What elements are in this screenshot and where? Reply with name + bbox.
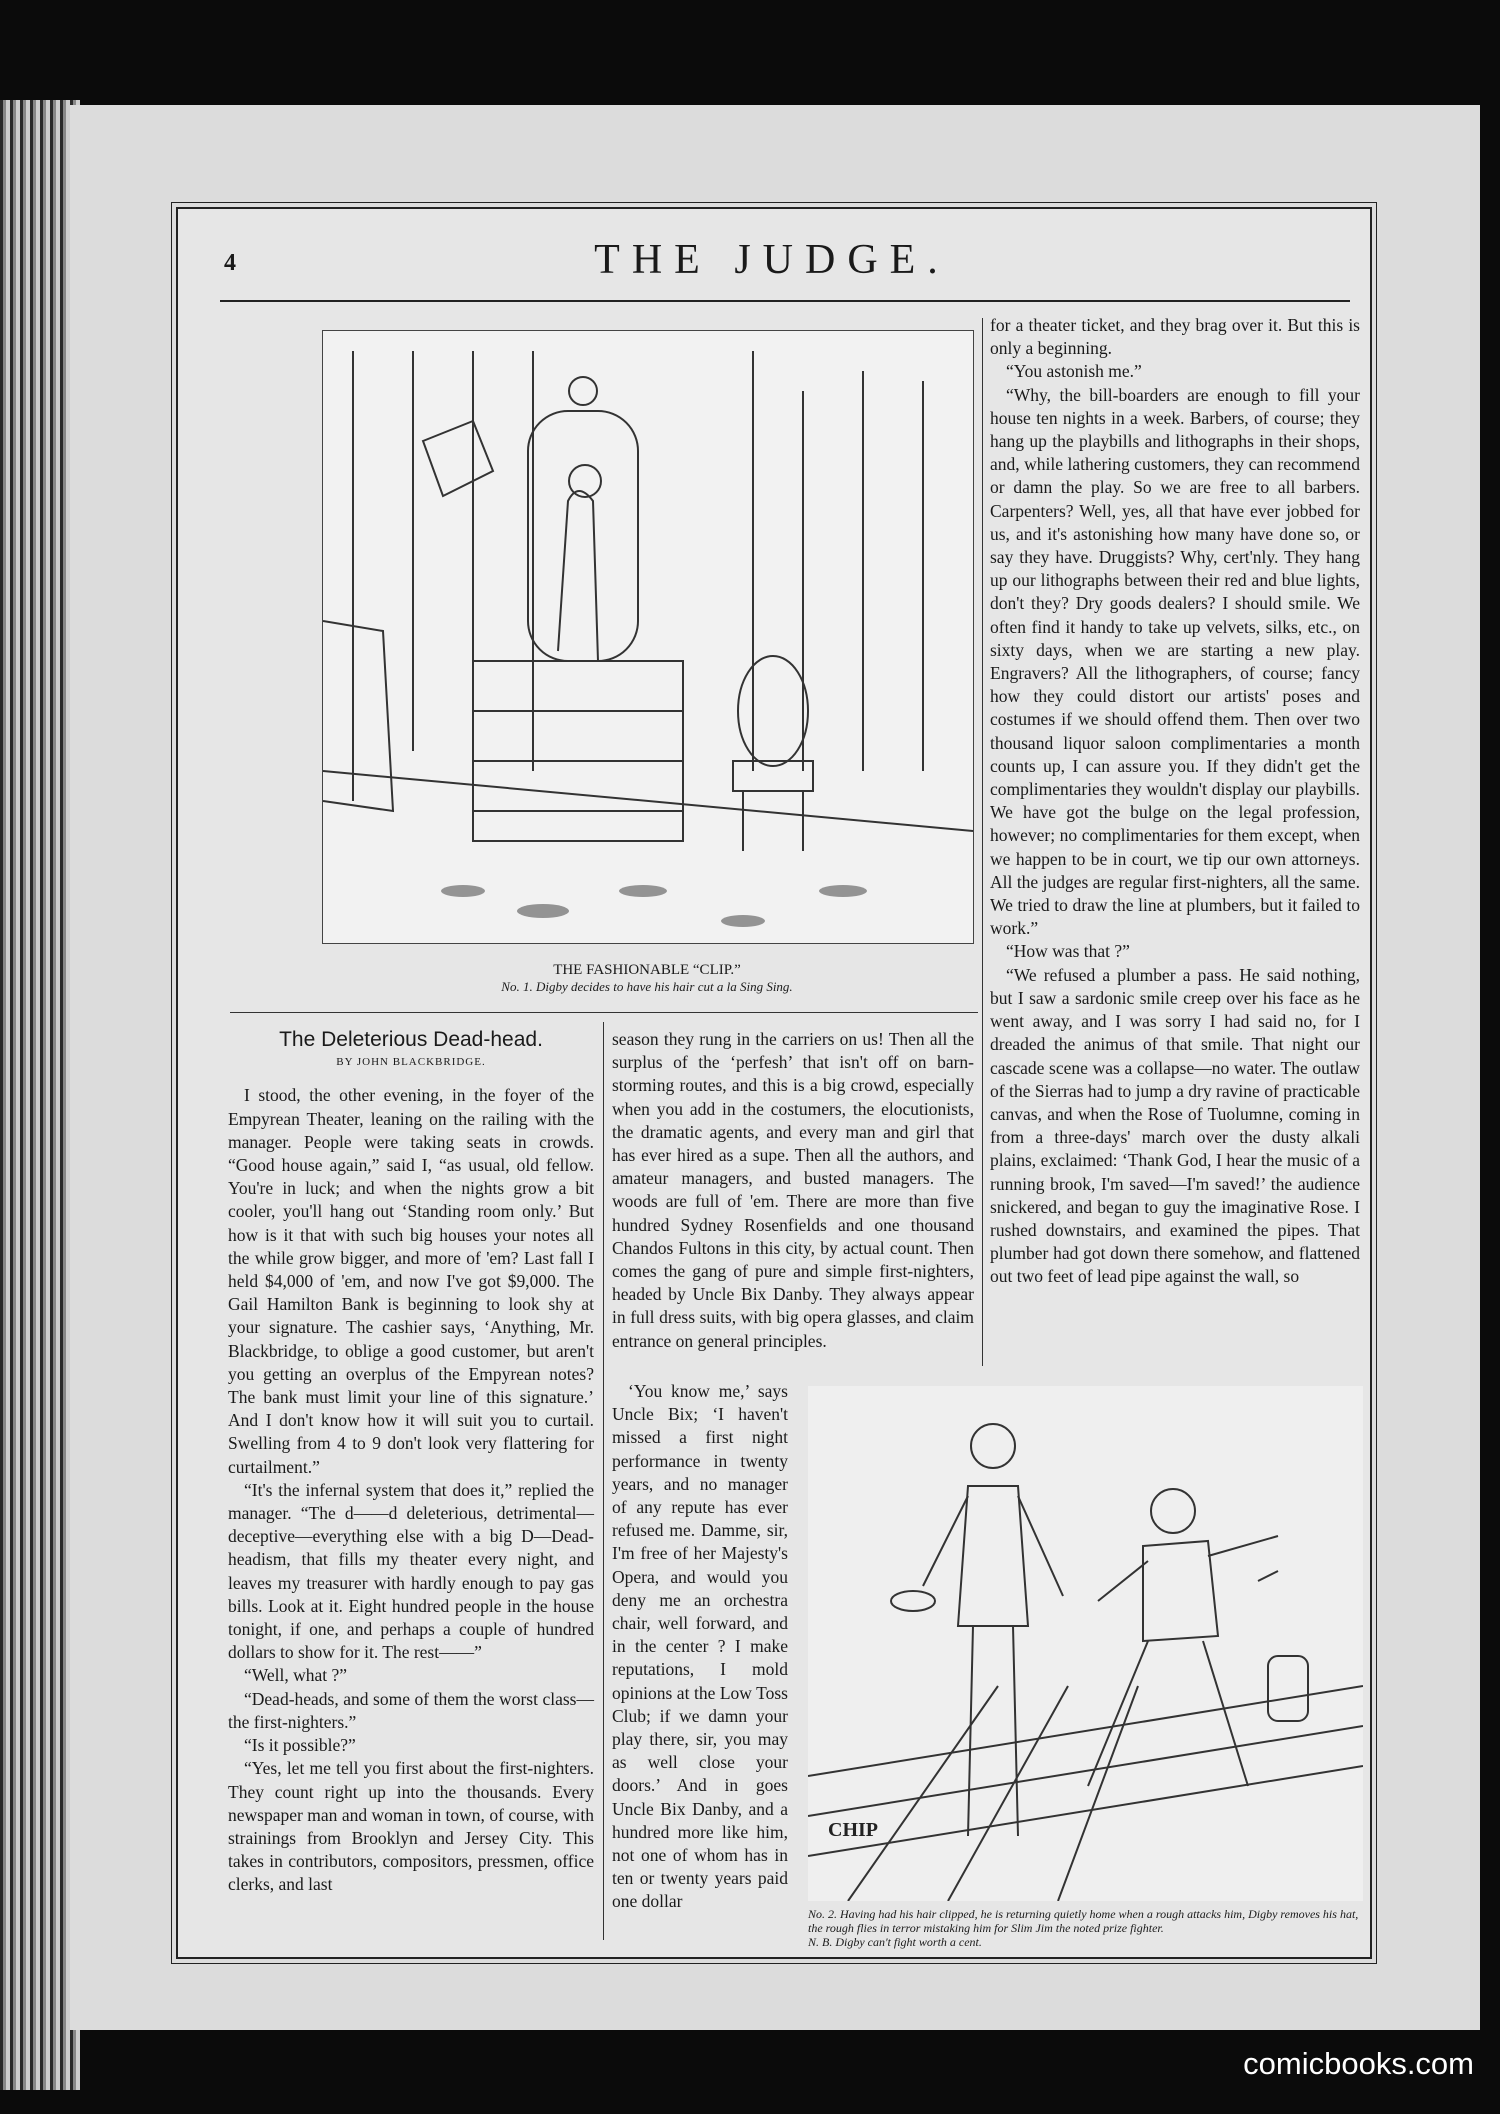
article-column-2: [612, 1028, 974, 1353]
article-paragraph: “Yes, let me tell you first about the first-nighters. They count right up into the thousands. Every newspaper man and woman in town, of course, with strainings from Brooklyn and Jersey City. This takes in contributors, compositors, pressmen, office clerks, and last: [228, 1758, 594, 1895]
article-paragraph: “It's the infernal system that does it,” replied the manager. “The d——d deleterious, detrimental—deceptive—everything else with a big D—Dead-headism, that fills my theater every night, and leaves my treasurer with hardly enough to pay gas bills. Look at it. Eight hundred people in the house tonight, if one, and perhaps a couple of hundred dollars to show for it. The rest——”: [228, 1479, 594, 1663]
article-paragraph: ‘You know me,’ says Uncle Bix; ‘I haven't missed a first night performance in twenty years, and no manager of any repute has ever refused me. Damme, sir, I'm free of her Majesty's Opera, and would you deny me an orchestra chair, well forward, and in the center ? I make reputations, I mold opinions at the Low Toss Club; if we damn your play there, sir, you may as well close your doors.’ And in goes Uncle Bix Danby, and a hundred more like him, not one of whom has in ten or twenty years paid one dollar: [612, 1381, 788, 1912]
illustration-barber-mirror: [322, 330, 974, 944]
illustration-street-scene: [808, 1386, 1363, 1901]
illustration-1-caption-sub: No. 1. Digby decides to have his hair cut a la Sing Sing.: [501, 979, 793, 994]
column-rule-2: [982, 318, 983, 1366]
illustration-2-caption-line1: No. 2. Having had his hair clipped, he is returning quietly home when a rough attacks him, Digby removes his hat, the rough flies in terror mistaking him for Slim Jim the noted prize fighter.: [808, 1907, 1359, 1935]
article-paragraph: “We refused a plumber a pass. He said nothing, but I saw a sardonic smile creep over his face as he went away, and I was sorry I had said no, for I dreaded the animus of that smile. That night our cascade scene was a collapse—no water. The outlaw of the Sierras had to jump a dry ravine of practicable canvas, and when the Rose of Tuolumne, coming in from a three-days' march over the dusty alkali plains, exclaimed: ‘Thank God, I hear the music of a running brook, I'm saved—I'm saved!’ the audience snickered, and began to guy the imaginative Rose. I rushed downstairs, and examined the pipes. That plumber had got down there somehow, and flattened out two feet of lead pipe against the wall, so: [990, 964, 1360, 1287]
article-title: The Deleterious Dead-head.: [279, 1028, 543, 1051]
article-paragraph: “Is it possible?”: [244, 1735, 356, 1756]
illustration-2-caption-line2: N. B. Digby can't fight worth a cent.: [808, 1935, 982, 1949]
section-rule: [230, 1012, 978, 1013]
article-paragraph: “Why, the bill-boarders are enough to fill your house ten nights in a week. Barbers, of course; they hang up the playbills and lithographs in their shops, and, while lathering customers, they can recommend or damn the play. So we are free to all barbers. Carpenters? Well, yes, all that have ever jobbed for us, and it's astonishing how many have done so, or say they have. Druggists? Why, cert'nly. They hang up our lithographs between their red and blue lights, don't they? Dry goods dealers? I should smile. We often find it handy to take up velvets, silks, etc., on sixty days, when we are starting a new play. Engravers? All the lithographers, of course; fancy how they could distort our artists' poses and costumes if we should offend them. Then over two thousand liquor saloon complimentaries a month counts up, I can assure you. If they didn't get the complimentaries they wouldn't display our playbills. We have got the bulge on the legal profession, however; no complimentaries for them except, when we happen to be in court, we tip our own attorneys. All the judges are regular first-nighters, all the same. We tried to draw the line at plumbers, but it failed to work.”: [990, 384, 1360, 939]
illustration-2-drawing: [808, 1386, 1363, 1901]
article-paragraph: “You astonish me.”: [1006, 361, 1142, 382]
illustration-2-signature: CHIP: [828, 1819, 878, 1841]
illustration-1-caption: [322, 962, 972, 995]
article-paragraph: for a theater ticket, and they brag over it. But this is only a beginning.: [990, 315, 1360, 359]
article-byline: BY JOHN BLACKBRIDGE.: [336, 1056, 486, 1069]
article-paragraph: I stood, the other evening, in the foyer of the Empyrean Theater, leaning on the railing with the manager. People were taking seats in crowds. “Good house again,” said I, “as usual, old fellow. You're in luck; and when the nights grow a bit cooler, you'll hang out ‘Standing room only.’ But how is it that with such big houses your notes all the while grow bigger, and more of 'em? Last fall I held $4,000 of 'em, and now I've got $9,000. The Gail Hamilton Bank is beginning to look shy at your signature. The cashier says, ‘Anything, Mr. Blackbridge, to oblige a good customer, but aren't you getting an overplus of the Empyrean notes? The bank must limit your line of this signature.’ And I don't know how it will suit you to curtail. Swelling from 4 to 9 don't look very flattering for curtailment.”: [228, 1085, 594, 1477]
page-number: 4: [224, 250, 236, 276]
article-paragraph: “How was that ?”: [1006, 941, 1130, 962]
article-paragraph: “Well, what ?”: [244, 1665, 348, 1686]
illustration-1-drawing: [323, 331, 973, 943]
illustration-2-caption: [808, 1907, 1363, 1949]
article-column-3: [990, 314, 1360, 1289]
masthead: THE JUDGE.: [594, 237, 950, 283]
book-edge: [0, 100, 80, 2090]
article-paragraph: “Dead-heads, and some of them the worst class—the first-nighters.”: [228, 1688, 594, 1732]
article-column-2-narrow: [612, 1380, 788, 1914]
article-column-1: [228, 1028, 594, 1897]
illustration-1-caption-title: THE FASHIONABLE “CLIP.”: [553, 962, 741, 978]
article-paragraph: season they rung in the carriers on us! Then all the surplus of the ‘perfesh’ that isn't off on barn-storming routes, and this is a big crowd, especially when you add in the costumers, the elocutionists, the dramatic agents, and every man and girl that has ever hired as a supe. Then all the authors, and amateur managers, and busted managers. The woods are full of 'em. There are more than five hundred Sydney Rosenfields and one thousand Chandos Fultons in this city, by actual count. Then comes the gang of pure and simple first-nighters, headed by Uncle Bix Danby. They always appear in full dress suits, with big opera glasses, and claim entrance on general principles.: [612, 1029, 974, 1351]
site-watermark: comicbooks.com: [1243, 2046, 1474, 2081]
masthead-rule: [220, 300, 1350, 302]
column-rule-1: [603, 1022, 604, 1940]
